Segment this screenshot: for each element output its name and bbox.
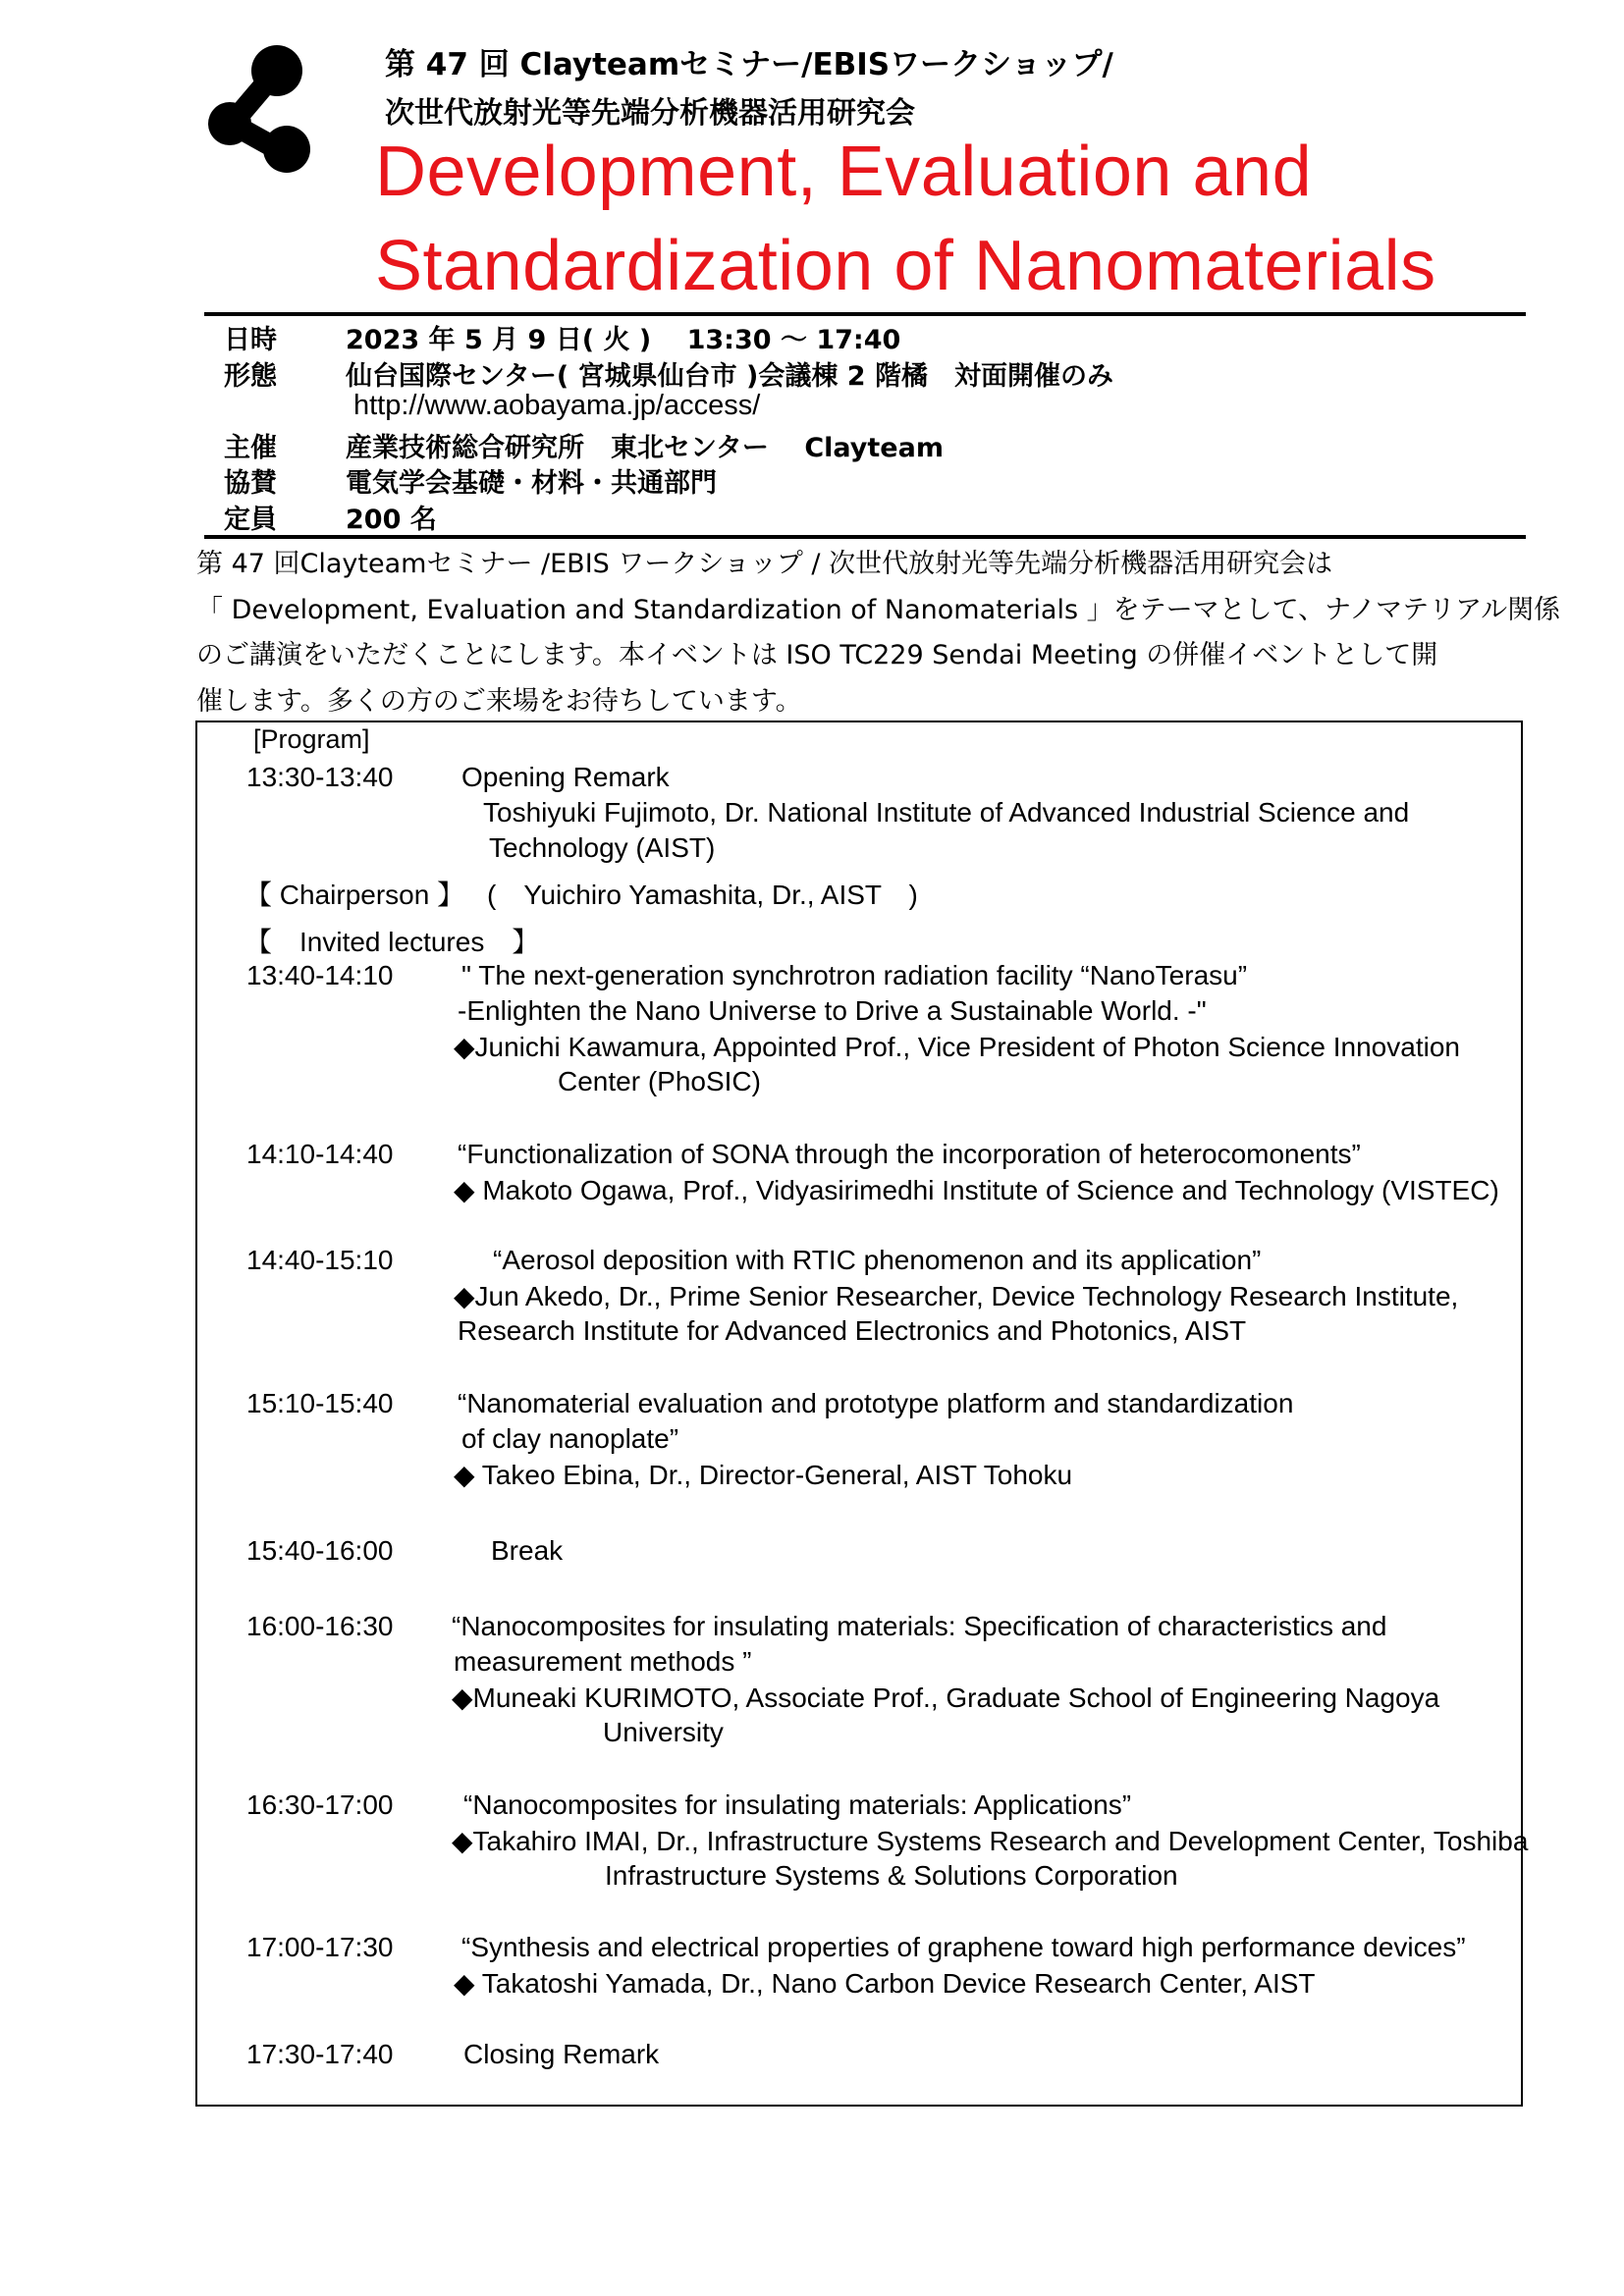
s3-speaker: ◆Jun Akedo, Dr., Prime Senior Researcher, Device Technology Research Institute, <box>454 1281 1459 1311</box>
chairperson-name: ( Yuichiro Yamashita, Dr., AIST ) <box>487 880 918 910</box>
s6-speaker: ◆Takahiro IMAI, Dr., Infrastructure Systems Research and Development Center, Toshiba <box>452 1826 1529 1856</box>
info-form-row <box>224 352 1520 392</box>
opening-speaker: Toshiyuki Fujimoto, Dr. National Institute of Advanced Industrial Science and <box>483 797 1410 828</box>
sponsor-label: 協賛 <box>224 468 277 499</box>
form-label: 形態 <box>224 360 277 392</box>
date-label: 日時 <box>224 325 277 355</box>
closing-time: 17:30-17:40 <box>246 2039 394 2069</box>
chairperson-label: 【 Chairperson 】 <box>244 880 465 910</box>
capacity-label: 定員 <box>224 504 277 535</box>
intro-line: 催します。多くの方のご来場をお待ちしています。 <box>196 685 802 717</box>
break-label: Break <box>491 1535 564 1566</box>
s7-speaker: ◆ Takatoshi Yamada, Dr., Nano Carbon Device Research Center, AIST <box>454 1968 1316 1999</box>
form-value: 仙台国際センター( 宮城県仙台市 )会議棟 2 階橘 対面開催のみ <box>346 360 1113 392</box>
invited-lectures-label: 【 Invited lectures 】 <box>244 927 540 957</box>
closing-title: Closing Remark <box>463 2039 660 2069</box>
clayteam-logo-icon <box>208 45 326 173</box>
info-divider <box>204 535 1526 539</box>
info-date-row <box>224 316 1520 355</box>
intro-paragraph <box>196 542 1561 724</box>
s6-speaker-cont: Infrastructure Systems & Solutions Corporation <box>605 1860 1178 1891</box>
access-url-link[interactable]: http://www.aobayama.jp/access/ <box>353 390 761 421</box>
s2-time: 14:10-14:40 <box>246 1139 394 1169</box>
s5-time: 16:00-16:30 <box>246 1611 394 1641</box>
s5-speaker-cont: University <box>603 1717 724 1747</box>
break-time: 15:40-16:00 <box>246 1535 394 1566</box>
s1-title: " The next-generation synchrotron radiation facility “NanoTerasu” <box>461 960 1248 990</box>
s1-title-cont: -Enlighten the Nano Universe to Drive a Sustainable World. -" <box>458 995 1207 1026</box>
host-label: 主催 <box>224 432 277 463</box>
s7-title: “Synthesis and electrical properties of graphene toward high performance devices” <box>461 1932 1466 1962</box>
s2-speaker: ◆ Makoto Ogawa, Prof., Vidyasirimedhi Institute of Science and Technology (VISTEC) <box>454 1175 1499 1205</box>
info-url-row <box>224 388 1520 424</box>
page-title-line1: Development, Evaluation and <box>375 133 1313 211</box>
s5-title-cont: measurement methods ” <box>454 1646 752 1677</box>
s4-time: 15:10-15:40 <box>246 1388 394 1418</box>
s1-time: 13:40-14:10 <box>246 960 394 990</box>
s1-speaker-cont: Center (PhoSIC) <box>558 1066 761 1096</box>
s5-speaker: ◆Muneaki KURIMOTO, Associate Prof., Graduate School of Engineering Nagoya <box>452 1682 1440 1713</box>
host-value: 産業技術総合研究所 東北センター Clayteam <box>346 432 944 463</box>
s6-title: “Nanocomposites for insulating materials: Applications” <box>463 1789 1132 1820</box>
info-sponsor-row <box>224 459 1520 499</box>
s4-title: “Nanomaterial evaluation and prototype platform and standardization <box>458 1388 1294 1418</box>
event-info <box>224 316 1520 535</box>
page-title-line2: Standardization of Nanomaterials <box>375 227 1436 305</box>
intro-line: のご講演をいただくことにします。本イベントは ISO TC229 Sendai Meeting の併催イベントとして開 <box>196 640 1438 670</box>
event-series-line2: 次世代放射光等先端分析機器活用研究会 <box>385 96 915 131</box>
info-capacity-row <box>224 496 1520 535</box>
s5-title: “Nanocomposites for insulating materials: Specification of characteristics and <box>452 1611 1387 1641</box>
opening-title: Opening Remark <box>461 762 670 792</box>
capacity-value: 200 名 <box>346 504 437 535</box>
s7-time: 17:00-17:30 <box>246 1932 394 1962</box>
opening-time: 13:30-13:40 <box>246 762 394 792</box>
s2-title: “Functionalization of SONA through the incorporation of heterocomonents” <box>458 1139 1361 1169</box>
s3-time: 14:40-15:10 <box>246 1245 394 1275</box>
opening-speaker-cont: Technology (AIST) <box>489 832 716 863</box>
s4-speaker: ◆ Takeo Ebina, Dr., Director-General, AIST Tohoku <box>454 1460 1073 1490</box>
s4-title-cont: of clay nanoplate” <box>461 1423 679 1454</box>
event-series-line1: 第 47 回 Clayteamセミナー/EBISワークショップ/ <box>385 47 1113 82</box>
s1-speaker: ◆Junichi Kawamura, Appointed Prof., Vice President of Photon Science Innovation <box>454 1032 1460 1062</box>
sponsor-value: 電気学会基礎・材料・共通部門 <box>346 468 717 499</box>
s3-speaker-cont: Research Institute for Advanced Electronics and Photonics, AIST <box>458 1315 1247 1346</box>
date-value: 2023 年 5 月 9 日( 火 ) 13:30 ～ 17:40 <box>346 325 901 355</box>
s6-time: 16:30-17:00 <box>246 1789 394 1820</box>
intro-line: 第 47 回Clayteamセミナー /EBIS ワークショップ / 次世代放射光等先端分析機器活用研究会は <box>196 549 1333 579</box>
s3-title: “Aerosol deposition with RTIC phenomenon and its application” <box>493 1245 1262 1275</box>
program-heading: [Program] <box>253 724 370 754</box>
info-host-row <box>224 424 1520 463</box>
intro-line: 「 Development, Evaluation and Standardization of Nanomaterials 」をテーマとして、ナノマテリアル関係 <box>196 594 1561 625</box>
